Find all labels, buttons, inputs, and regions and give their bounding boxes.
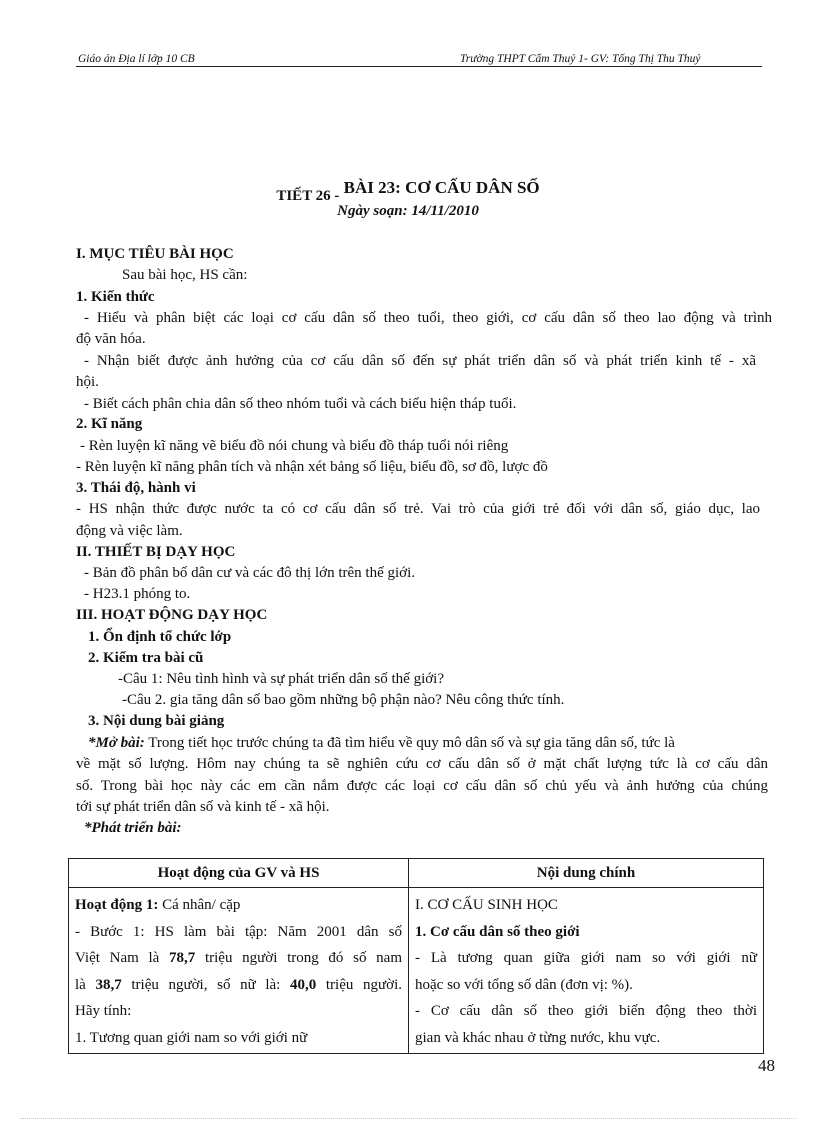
activity-mode: Cá nhân/ cặp xyxy=(158,897,241,913)
opening-line xyxy=(88,733,675,753)
paragraph-line: - Biết cách phân chia dân số theo nhóm tuổi và cách biểu hiện tháp tuổi. xyxy=(84,396,517,412)
table-row xyxy=(69,888,764,1054)
intro-line: Sau bài học, HS cần: xyxy=(122,267,248,283)
review-question-1: -Câu 1: Nêu tình hình và sự phát triển dân số thế giới? xyxy=(118,671,445,687)
header-left: Giáo án Địa lí lớp 10 CB xyxy=(78,53,195,65)
opening-label: *Mở bài: xyxy=(88,735,145,751)
table-cell-content xyxy=(409,888,764,1054)
content-line: hoặc so với tổng số dân (đơn vị: %). xyxy=(415,976,633,993)
content-line: - Là tương quan giữa giới nam so với giới nữ xyxy=(415,950,757,966)
section-heading-3: III. HOẠT ĐỘNG DẠY HỌC xyxy=(76,607,268,623)
text-run: Việt Nam là xyxy=(75,950,170,966)
paragraph-line: - Rèn luyện kĩ năng vẽ biểu đồ nói chung và biểu đồ tháp tuổi nói riêng xyxy=(80,438,509,454)
table-header-content: Nội dung chính xyxy=(409,859,764,888)
page-bottom-border xyxy=(20,1118,796,1119)
activity-line xyxy=(75,972,402,999)
subheading-review: 2. Kiểm tra bài cũ xyxy=(88,650,204,666)
content-subheading: 1. Cơ cấu dân số theo giới xyxy=(415,923,580,940)
paragraph-line: - H23.1 phóng to. xyxy=(84,586,191,602)
table-header-row xyxy=(69,859,764,888)
activity-line: 1. Tương quan giới nam so với giới nữ xyxy=(75,1029,308,1046)
subheading-attitude: 3. Thái độ, hành vi xyxy=(76,480,196,496)
value-female: 40,0 xyxy=(290,976,317,993)
header-right: Trường THPT Cẩm Thuỷ 1- GV: Tống Thị Thu Thuỷ xyxy=(460,53,701,65)
paragraph-line: động và việc làm. xyxy=(76,523,183,539)
value-total: 78,7 xyxy=(169,950,196,966)
content-line: gian và khác nhau ở từng nước, khu vực. xyxy=(415,1029,661,1046)
paragraph-line: tới sự phát triển dân số và kinh tế - xã hội. xyxy=(76,799,330,815)
lesson-date: Ngày soạn: 14/11/2010 xyxy=(337,203,479,219)
text-run: triệu người, số nữ là: xyxy=(121,976,290,993)
lesson-name: BÀI 23: CƠ CẤU DÂN SỐ xyxy=(343,178,540,197)
page-number: 48 xyxy=(758,1056,775,1075)
subheading-content: 3. Nội dung bài giảng xyxy=(88,713,225,729)
paragraph-line: - Rèn luyện kĩ năng phân tích và nhận xét bảng số liệu, biểu đồ, sơ đồ, lược đồ xyxy=(76,459,548,475)
text-run: là xyxy=(75,976,96,993)
subheading-knowledge: 1. Kiến thức xyxy=(76,289,155,305)
section-heading-1: I. MỤC TIÊU BÀI HỌC xyxy=(76,246,234,262)
table-cell-activity xyxy=(69,888,409,1054)
review-question-2: -Câu 2. gia tăng dân số bao gồm những bộ phận nào? Nêu công thức tính. xyxy=(122,692,565,708)
opening-text: Trong tiết học trước chúng ta đã tìm hiểu về quy mô dân số và sự gia tăng dân số, tức là xyxy=(148,735,675,751)
activity-heading xyxy=(75,892,402,919)
section-heading-2: II. THIẾT BỊ DẠY HỌC xyxy=(76,544,236,560)
lesson-number: TIẾT 26 - xyxy=(276,188,340,204)
content-heading: I. CƠ CẤU SINH HỌC xyxy=(415,897,558,913)
paragraph-line: - Hiểu và phân biệt các loại cơ cấu dân số theo tuổi, theo giới, cơ cấu dân số theo lao động và trình xyxy=(84,310,772,326)
paragraph-line: - Nhận biết được ảnh hưởng của cơ cấu dân số đến sự phát triển dân số và phát triển kinh tế - xã xyxy=(84,353,756,369)
subheading-skills: 2. Kĩ năng xyxy=(76,416,143,432)
paragraph-line: độ văn hóa. xyxy=(76,331,146,347)
text-run: triệu người trong đó số nam xyxy=(195,950,402,966)
paragraph-line: số. Trong bài học này các em cần nắm được các loại cơ cấu dân số chủ yếu và ảnh hưởng của chúng xyxy=(76,778,768,794)
lesson-table xyxy=(68,858,764,1054)
value-male: 38,7 xyxy=(95,976,122,993)
subheading-class-setup: 1. Ổn định tổ chức lớp xyxy=(88,629,232,645)
header-divider xyxy=(76,66,762,67)
text-run: triệu người. xyxy=(316,976,402,993)
content-line: - Cơ cấu dân số theo giới biến động theo thời xyxy=(415,1003,757,1019)
table-header-activity: Hoạt động của GV và HS xyxy=(69,859,409,888)
development-label: *Phát triển bài: xyxy=(84,820,182,836)
paragraph-line: hội. xyxy=(76,374,99,390)
paragraph-line: - Bản đồ phân bố dân cư và các đô thị lớn trên thế giới. xyxy=(84,565,415,581)
paragraph-line: - HS nhận thức được nước ta có cơ cấu dân số trẻ. Vai trò của giới trẻ đối với dân số, giáo dục, lao xyxy=(76,501,760,517)
paragraph-line: về mặt số lượng. Hôm nay chúng ta sẽ nghiên cứu cơ cấu dân số ở mặt chất lượng tức là cơ cấu dân xyxy=(76,756,768,772)
activity-line: Hãy tính: xyxy=(75,1003,132,1019)
lesson-title xyxy=(0,178,816,204)
activity-line xyxy=(75,945,402,972)
activity-label: Hoạt động 1: xyxy=(75,897,159,913)
activity-line: - Bước 1: HS làm bài tập: Năm 2001 dân số xyxy=(75,923,402,940)
